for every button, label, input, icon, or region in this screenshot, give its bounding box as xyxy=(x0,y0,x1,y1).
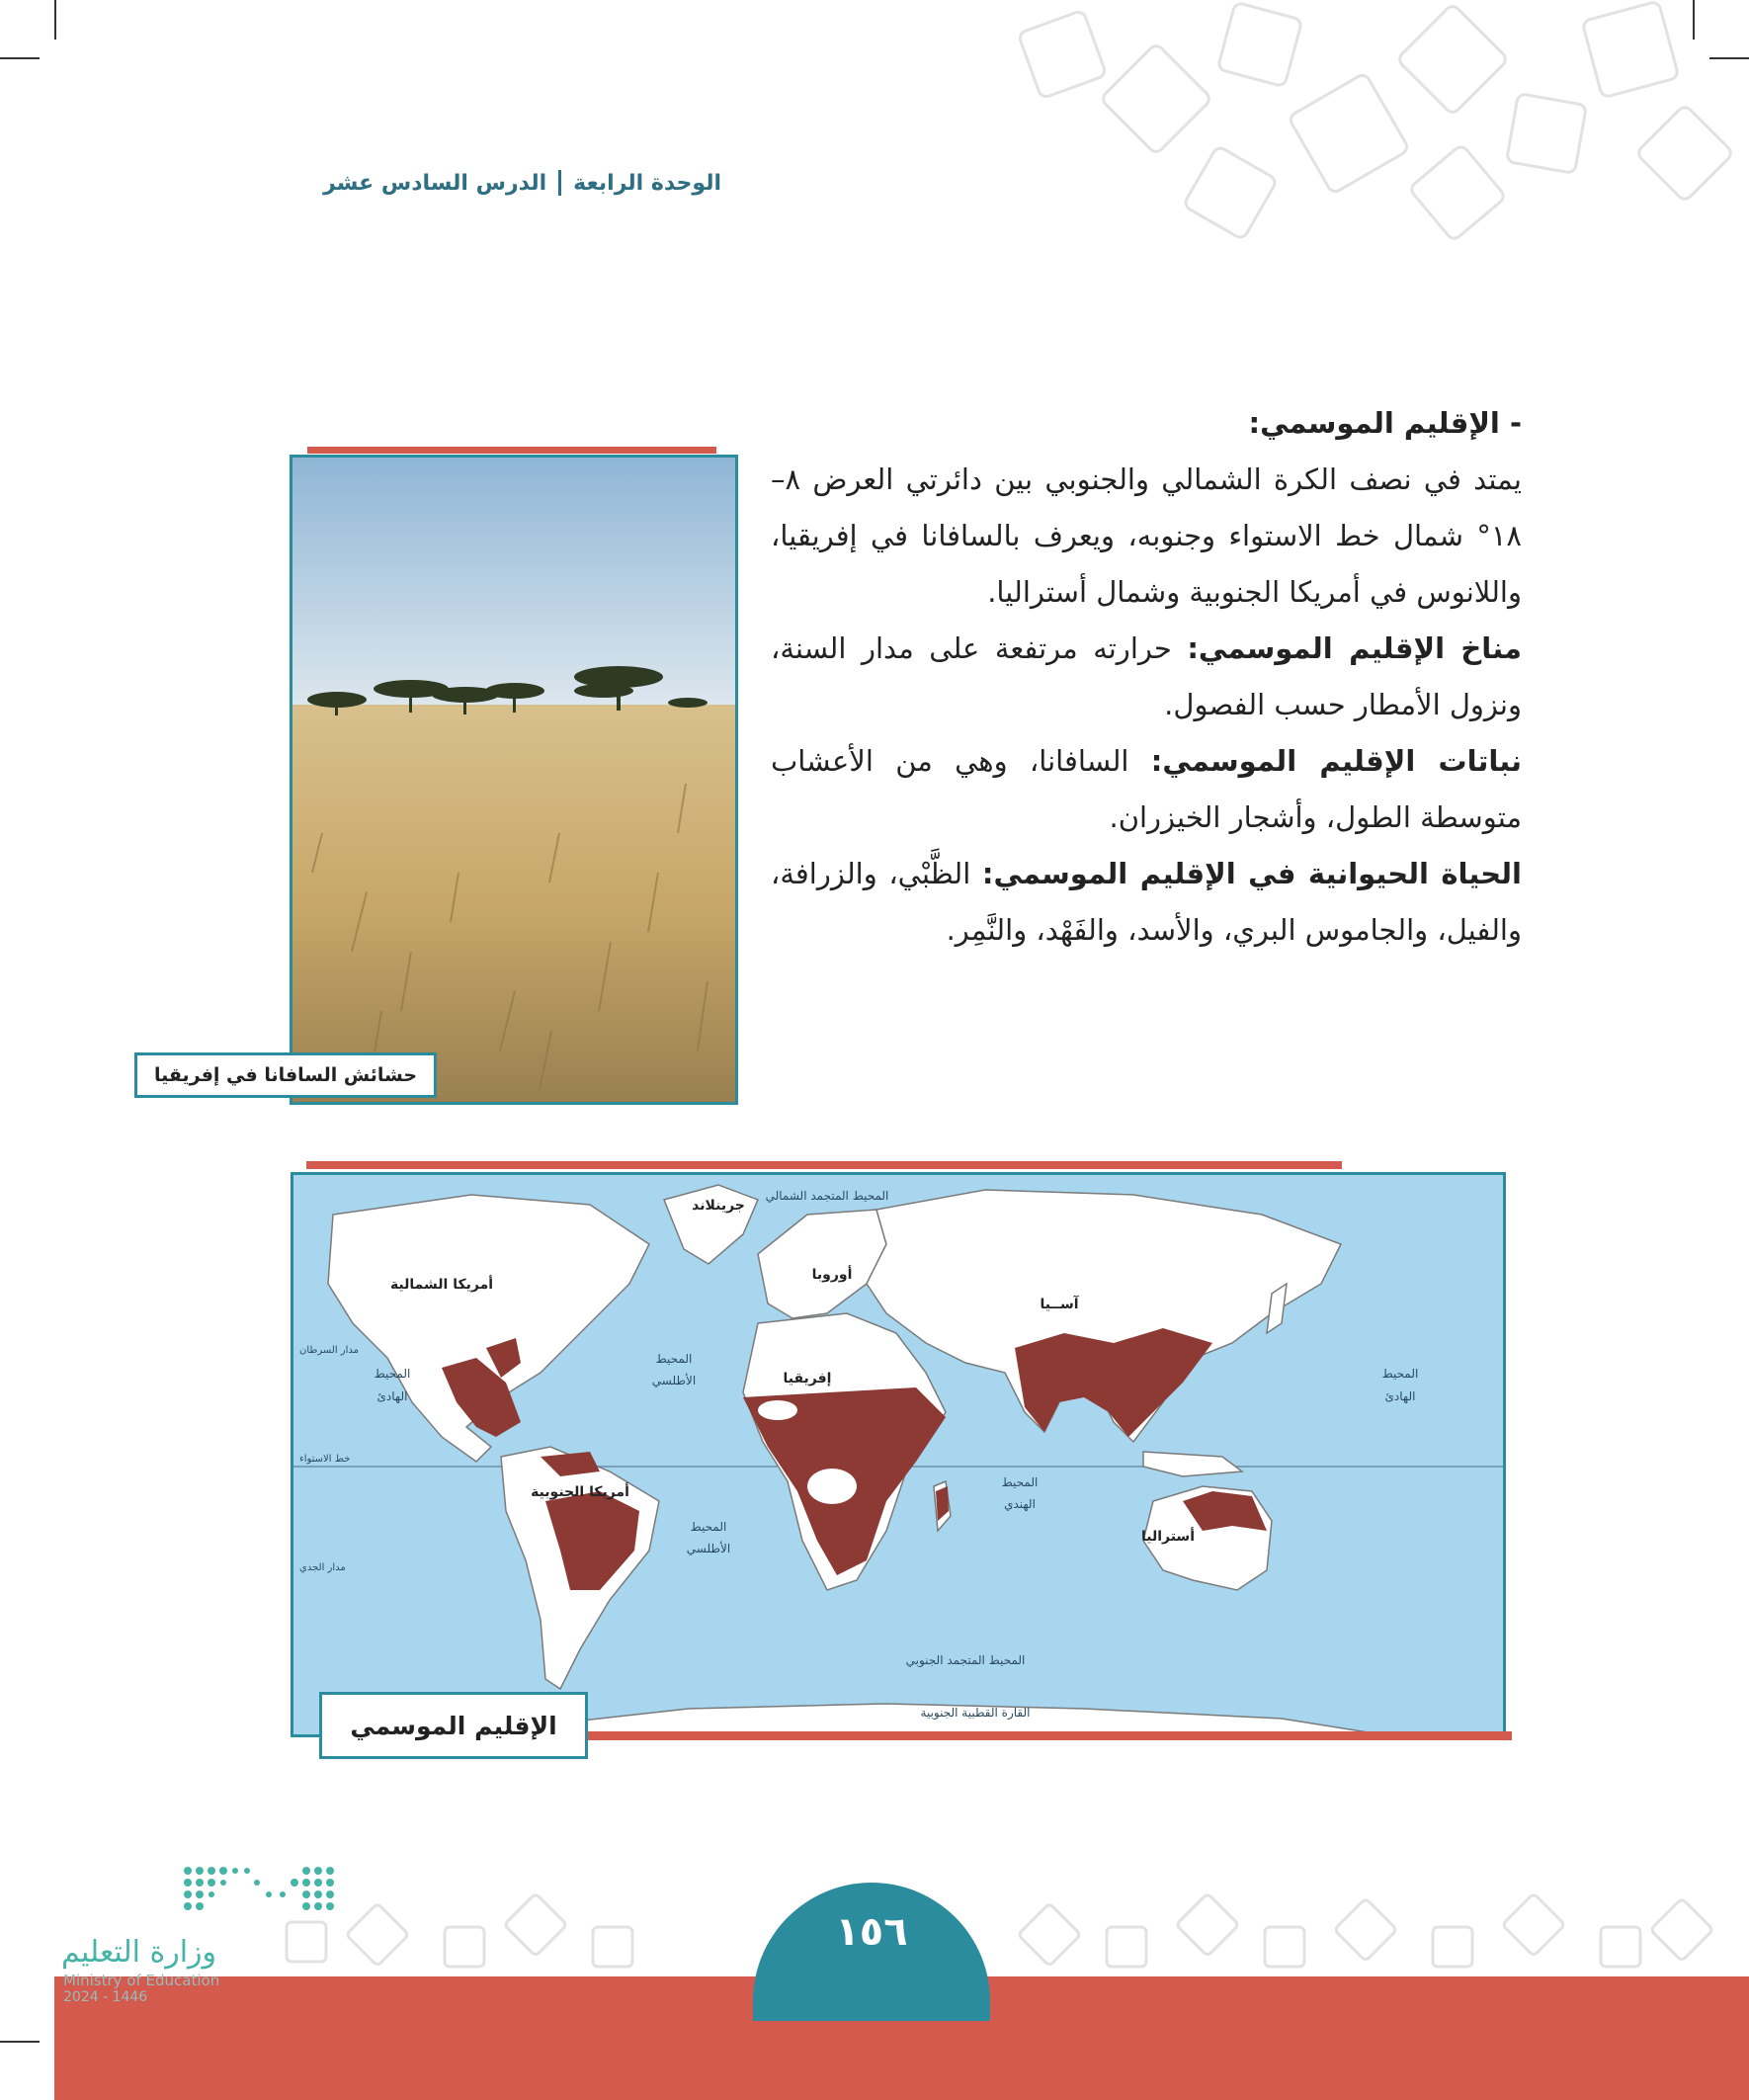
animals-text: الظَّبْي، والزرافة، والفيل، والجاموس البري، والأسد، والفَهْد، والنَّمِر. xyxy=(771,857,1522,947)
section-subheading: - الإقليم الموسمي: xyxy=(1248,406,1522,440)
label-pacific-west-2: الهادئ xyxy=(376,1389,408,1403)
savanna-photo xyxy=(290,455,738,1105)
europe-shape xyxy=(758,1210,886,1318)
label-tropic-capricorn: مدار الجدي xyxy=(299,1562,346,1573)
map-caption: الإقليم الموسمي xyxy=(319,1692,588,1759)
label-greenland: جرينلاند xyxy=(692,1198,745,1214)
crop-mark xyxy=(0,57,40,59)
label-pacific-east-2: الهادئ xyxy=(1384,1389,1416,1403)
label-antarctica: القارة القطبية الجنوبية xyxy=(920,1706,1031,1720)
climate-text: حرارته مرتفعة على مدار السنة، ونزول الأمطار حسب الفصول. xyxy=(771,631,1522,721)
ministry-name-english: Ministry of Education xyxy=(63,1972,220,1989)
label-atlantic-north-1: المحيط xyxy=(655,1352,693,1366)
label-southern-ocean: المحيط المتجمد الجنوبي xyxy=(905,1653,1026,1667)
label-europe: أوروبا xyxy=(811,1267,853,1283)
label-arctic-ocean: المحيط المتجمد الشمالي xyxy=(765,1189,889,1203)
label-indian-ocean-1: المحيط xyxy=(1001,1475,1039,1489)
africa-gap xyxy=(758,1400,797,1420)
label-pacific-west-1: المحيط xyxy=(374,1367,411,1381)
crop-mark xyxy=(0,2041,40,2043)
plants-label: نباتات الإقليم الموسمي: xyxy=(1150,744,1522,778)
crop-mark xyxy=(54,0,56,40)
label-africa: إفريقيا xyxy=(783,1371,832,1386)
label-asia: آســيا xyxy=(1040,1297,1079,1312)
ministry-name-arabic: وزارة التعليم xyxy=(61,1935,217,1970)
africa-gap xyxy=(807,1469,857,1504)
label-tropic-cancer: مدار السرطان xyxy=(299,1345,360,1356)
climate-paragraph xyxy=(771,621,1522,733)
animals-label: الحياة الحيوانية في الإقليم الموسمي: xyxy=(981,857,1522,890)
photo-caption: حشائش السافانا في إفريقيا xyxy=(134,1052,437,1098)
animals-paragraph xyxy=(771,846,1522,959)
lesson-title: الدرس السادس عشر xyxy=(323,170,547,196)
label-north-america: أمريكا الشمالية xyxy=(389,1277,494,1293)
label-atlantic-south-1: المحيط xyxy=(690,1520,727,1534)
label-atlantic-south-2: الأطلسي xyxy=(686,1542,731,1555)
monsoon-region-map xyxy=(293,1175,1503,1734)
world-map xyxy=(291,1172,1506,1737)
intro-paragraph: يمتد في نصف الكرة الشمالي والجنوبي بين دائرتي العرض ٨–١٨° شمال خط الاستواء وجنوبه، ويعرف بالسافانا في إفريقيا، واللانوس في أمريكا الجنوبية وشمال أستراليا. xyxy=(771,462,1522,609)
savanna-illustration xyxy=(292,458,735,1102)
label-indian-ocean-2: الهندي xyxy=(1004,1497,1036,1511)
savanna-photo-frame xyxy=(290,447,736,1101)
plants-text: السافانا، وهي من الأعشاب متوسطة الطول، وأشجار الخيزران. xyxy=(771,744,1522,834)
running-header xyxy=(247,158,721,208)
label-atlantic-north-2: الأطلسي xyxy=(651,1374,697,1387)
label-pacific-east-1: المحيط xyxy=(1381,1367,1419,1381)
header-separator xyxy=(558,170,561,196)
photo-accent-bar xyxy=(307,447,716,454)
greenland-shape xyxy=(664,1185,758,1264)
climate-label: مناخ الإقليم الموسمي: xyxy=(1187,631,1522,665)
unit-title: الوحدة الرابعة xyxy=(573,170,721,196)
footer-decorative-pattern xyxy=(277,1883,1719,1972)
indonesia-shape xyxy=(1143,1452,1242,1476)
decorative-pattern xyxy=(998,0,1749,257)
lesson-text xyxy=(771,395,1522,959)
map-accent-bar-bottom xyxy=(553,1731,1512,1740)
ministry-year: 2024 - 1446 xyxy=(63,1989,148,2005)
label-equator: خط الاستواء xyxy=(299,1454,351,1465)
map-accent-bar-top xyxy=(306,1161,1342,1169)
page-number: ١٥٦ xyxy=(835,1909,908,1955)
label-australia: أستراليا xyxy=(1140,1529,1196,1545)
label-south-america: أمريكا الجنوبية xyxy=(531,1484,629,1500)
plants-paragraph xyxy=(771,733,1522,846)
